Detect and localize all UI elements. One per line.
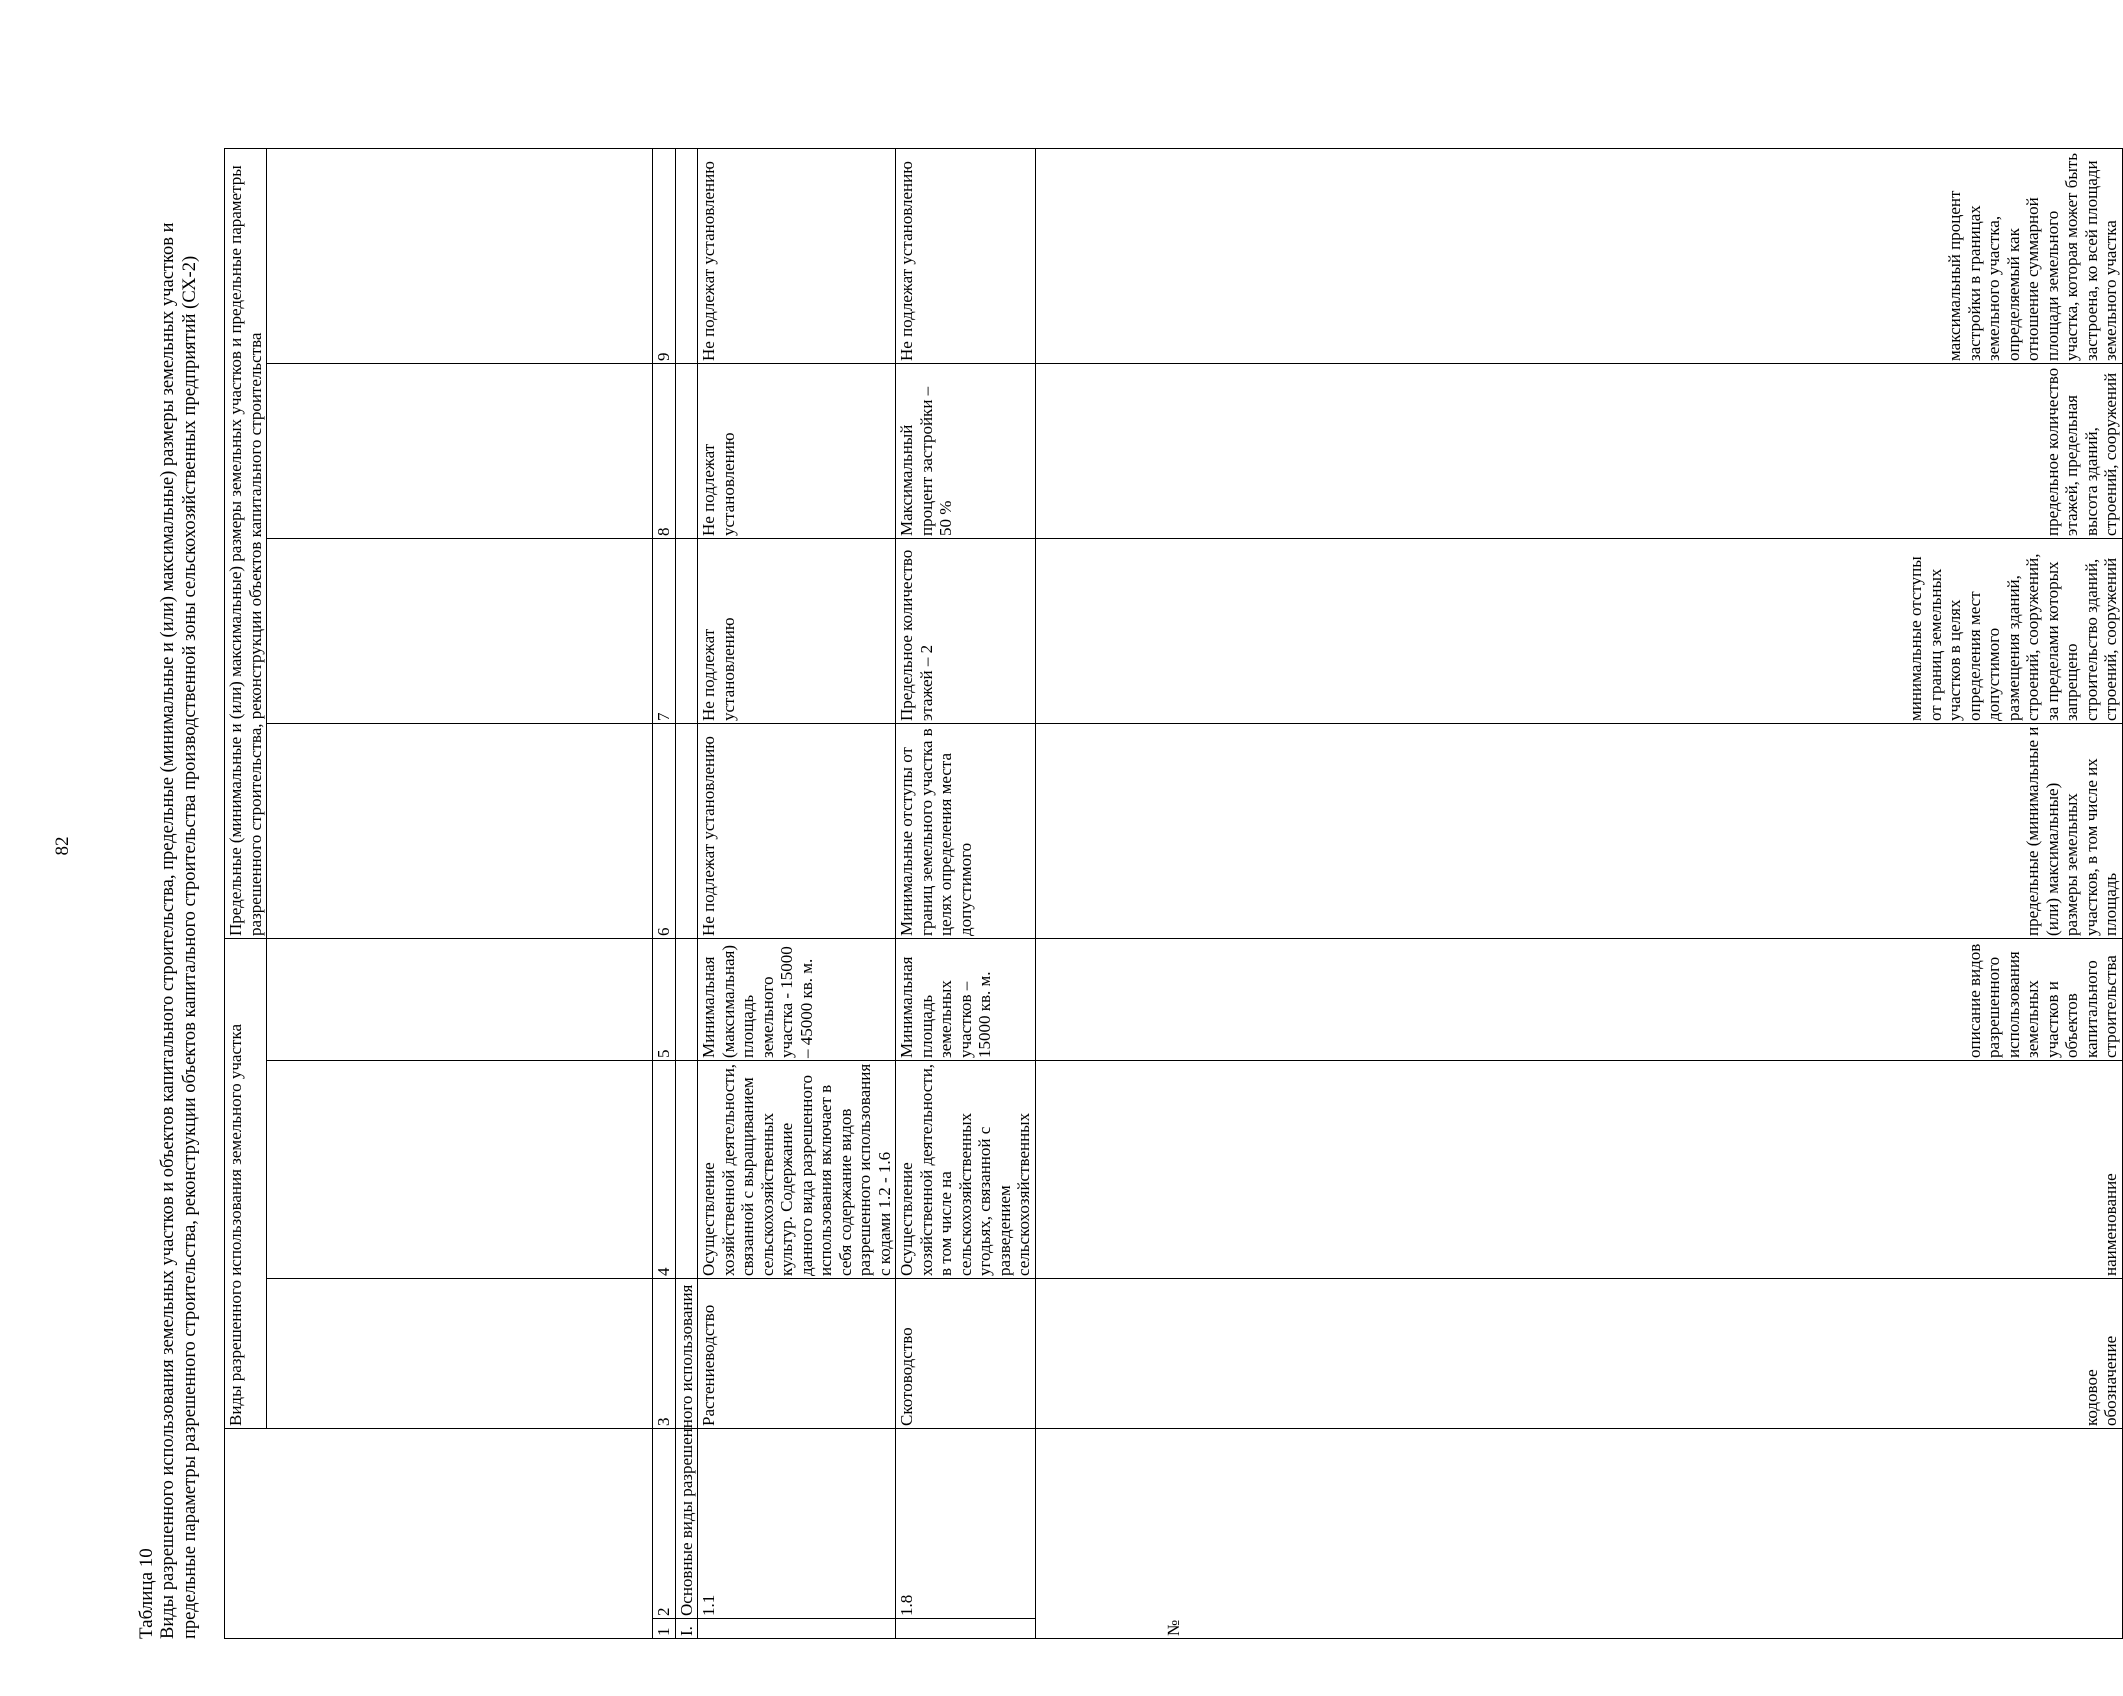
row-name: Растениеводство	[698, 1279, 896, 1429]
column-number: 1	[653, 1619, 676, 1639]
header-setbacks: минимальные отступы от границ земельных участков в целях определения мест допустимого размещения зданий, строений, сооружений, за пределами которых запрещено строительство зданий, строений, сооружений	[267, 538, 2123, 723]
row-num	[698, 1619, 896, 1639]
row-sizes: Минимальная площадь земельных участков – 15000 кв. м.	[896, 939, 1036, 1061]
page-number: 82	[52, 836, 73, 856]
row-description: Осуществление хозяйственной деятельности, в том числе на сельскохозяйственных угодьях, связанной с разведением сельскохозяйственных	[896, 1061, 1036, 1279]
header-name: наименование	[267, 1061, 2123, 1279]
header-description: описание видов разрешенного использования земельных участков и объектов капитального строительства	[267, 938, 2123, 1060]
header-group-params: Предельные (минимальные и (или) максимальные) размеры земельных участков и предельные параметры разрешенного строительства, реконструкции объектов капитального строительства	[225, 148, 267, 938]
header-coverage: максимальный процент застройки в границах земельного участка, определяемый как отношение суммарной площади земельного участка, которая может быть застроена, ко всей площади земельного участка	[267, 148, 2123, 363]
row-other: Не подлежат установлению	[896, 149, 1036, 364]
column-number: 5	[653, 939, 676, 1061]
row-code: 1.1	[698, 1429, 896, 1619]
column-number-row	[653, 149, 676, 1639]
table-row	[896, 149, 1036, 1639]
column-number: 6	[653, 724, 676, 939]
row-other: Не подлежат установлению	[698, 149, 896, 364]
column-number: 7	[653, 539, 676, 724]
header-num: №	[225, 1429, 2123, 1639]
row-num	[896, 1619, 1036, 1639]
column-number: 2	[653, 1429, 676, 1619]
column-number: 9	[653, 149, 676, 364]
header-table	[224, 148, 2123, 1639]
row-code: 1.8	[896, 1429, 1036, 1619]
section-row	[675, 149, 698, 1639]
row-name: Скотоводство	[896, 1279, 1036, 1429]
row-sizes: Минимальная (максимальная) площадь земельного участка - 15000 – 45000 кв. м.	[698, 939, 896, 1061]
body-table	[652, 148, 1036, 1639]
header-sizes: предельные (минимальные и (или) максимальные) размеры земельных участков, в том числе их площадь	[267, 723, 2123, 938]
header-floors: предельное количество этажей, предельная высота зданий, строений, сооружений	[267, 363, 2123, 538]
column-number: 3	[653, 1279, 676, 1429]
section-title: Основные виды разрешенного использования	[675, 149, 698, 1619]
row-coverage: Максимальный процент застройки – 50 %	[896, 364, 1036, 539]
row-description: Осуществление хозяйственной деятельности, связанной с выращиванием сельскохозяйственных культур. Содержание данного вида разрешенного использования включает в себя содержание видов разрешенного использования с кодами 1.2 - 1.6	[698, 1061, 896, 1279]
row-coverage: Не подлежат установлению	[698, 364, 896, 539]
table-row	[698, 149, 896, 1639]
row-setbacks: Минимальные отступы от границ земельного участка в целях определения места допустимого	[896, 724, 1036, 939]
column-number: 8	[653, 364, 676, 539]
table-label: Таблица 10	[136, 1548, 157, 1639]
section-num: I.	[675, 1619, 698, 1639]
header-code: кодовое обозначение	[267, 1279, 2123, 1429]
row-setbacks: Не подлежат установлению	[698, 724, 896, 939]
table-title: Виды разрешенного использования земельных участков и объектов капитального строительства, предельные (минимальные и (или) максимальные) размеры земельных участков и предельные параметры разрешенного строительства, реконструкции объектов капитального строительства производственной зоны сельскохозяйственных предприятий (СХ-2)	[158, 222, 200, 1639]
row-floors: Не подлежат установлению	[698, 539, 896, 724]
row-floors: Предельное количество этажей – 2	[896, 539, 1036, 724]
column-number: 4	[653, 1061, 676, 1279]
header-group-vri: Виды разрешенного использования земельного участка	[225, 938, 267, 1428]
